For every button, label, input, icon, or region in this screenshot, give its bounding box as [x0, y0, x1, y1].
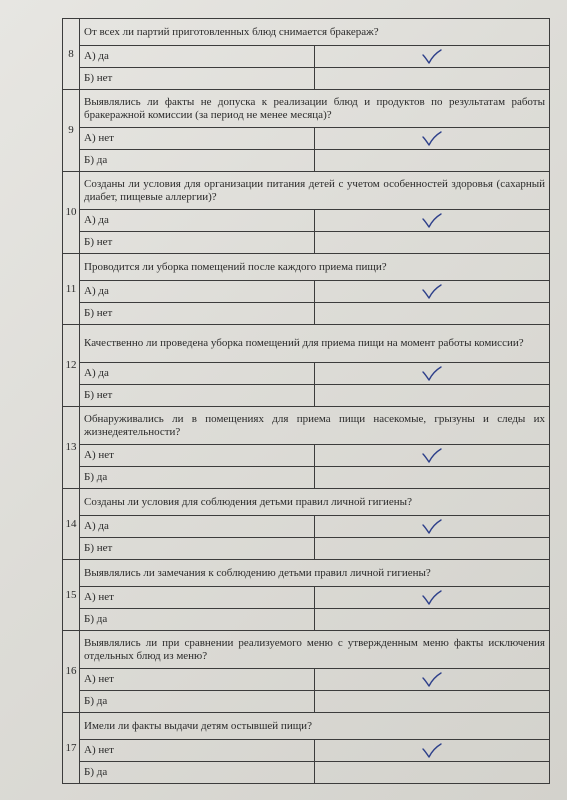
question-text: От всех ли партий приготовленных блюд снимается бракераж? — [80, 19, 550, 46]
answer-mark-cell[interactable] — [315, 128, 550, 150]
question-number: 14 — [63, 489, 80, 560]
handwritten-check-icon — [421, 284, 443, 300]
answer-row — [63, 609, 550, 631]
question-number: 15 — [63, 560, 80, 631]
answer-mark-cell[interactable] — [315, 587, 550, 609]
handwritten-check-icon — [421, 743, 443, 759]
question-number: 10 — [63, 172, 80, 254]
answer-option: Б) да — [80, 691, 315, 713]
answer-row — [63, 150, 550, 172]
handwritten-check-icon — [421, 131, 443, 147]
answer-option: А) нет — [80, 587, 315, 609]
question-row — [63, 325, 550, 363]
answer-row — [63, 538, 550, 560]
handwritten-check-icon — [421, 366, 443, 382]
answer-option: Б) нет — [80, 538, 315, 560]
answer-mark-cell[interactable] — [315, 46, 550, 68]
answer-option: А) нет — [80, 445, 315, 467]
answer-mark-cell[interactable] — [315, 609, 550, 631]
answer-mark-cell[interactable] — [315, 210, 550, 232]
answer-mark-cell[interactable] — [315, 669, 550, 691]
answer-mark-cell[interactable] — [315, 150, 550, 172]
question-text: Выявлялись ли факты не допуска к реализации блюд и продуктов по результатам работы бракеражной комиссии (за период не менее месяца)? — [80, 90, 550, 128]
answer-row — [63, 303, 550, 325]
question-row — [63, 560, 550, 587]
question-text: Имели ли факты выдачи детям остывшей пищи? — [80, 713, 550, 740]
question-text: Проводится ли уборка помещений после каждого приема пищи? — [80, 254, 550, 281]
question-number: 12 — [63, 325, 80, 407]
answer-option: Б) нет — [80, 68, 315, 90]
answer-option: А) нет — [80, 128, 315, 150]
answer-mark-cell[interactable] — [315, 363, 550, 385]
answer-mark-cell[interactable] — [315, 68, 550, 90]
answer-mark-cell[interactable] — [315, 445, 550, 467]
answer-row — [63, 740, 550, 762]
answer-mark-cell[interactable] — [315, 281, 550, 303]
answer-option: Б) нет — [80, 385, 315, 407]
question-number: 11 — [63, 254, 80, 325]
answer-option: А) нет — [80, 740, 315, 762]
answer-mark-cell[interactable] — [315, 385, 550, 407]
question-row — [63, 713, 550, 740]
answer-mark-cell[interactable] — [315, 303, 550, 325]
handwritten-check-icon — [421, 49, 443, 65]
answer-row — [63, 363, 550, 385]
answer-row — [63, 587, 550, 609]
handwritten-check-icon — [421, 519, 443, 535]
answer-row — [63, 46, 550, 68]
question-text: Качественно ли проведена уборка помещений для приема пищи на момент работы комиссии? — [80, 325, 550, 363]
answer-option: А) да — [80, 281, 315, 303]
answer-option: Б) да — [80, 762, 315, 784]
answer-row — [63, 385, 550, 407]
answer-row — [63, 691, 550, 713]
answer-row — [63, 128, 550, 150]
answer-option: Б) да — [80, 150, 315, 172]
answer-mark-cell[interactable] — [315, 516, 550, 538]
answer-row — [63, 467, 550, 489]
answer-mark-cell[interactable] — [315, 232, 550, 254]
answer-option: А) да — [80, 363, 315, 385]
question-text: Обнаруживались ли в помещениях для приема пищи насекомые, грызуны и следы их жизнедеятельности? — [80, 407, 550, 445]
question-row — [63, 90, 550, 128]
answer-option: А) да — [80, 210, 315, 232]
answer-option: А) да — [80, 516, 315, 538]
question-number: 8 — [63, 19, 80, 90]
question-number: 9 — [63, 90, 80, 172]
answer-row — [63, 669, 550, 691]
question-row — [63, 489, 550, 516]
question-text: Выявлялись ли замечания к соблюдению детьми правил личной гигиены? — [80, 560, 550, 587]
question-number: 17 — [63, 713, 80, 784]
handwritten-check-icon — [421, 672, 443, 688]
answer-row — [63, 445, 550, 467]
answer-option: А) нет — [80, 669, 315, 691]
answer-row — [63, 232, 550, 254]
answer-mark-cell[interactable] — [315, 467, 550, 489]
question-text: Созданы ли условия для соблюдения детьми правил личной гигиены? — [80, 489, 550, 516]
answer-mark-cell[interactable] — [315, 740, 550, 762]
handwritten-check-icon — [421, 590, 443, 606]
answer-mark-cell[interactable] — [315, 538, 550, 560]
answer-option: Б) нет — [80, 303, 315, 325]
question-number: 16 — [63, 631, 80, 713]
answer-mark-cell[interactable] — [315, 762, 550, 784]
answer-mark-cell[interactable] — [315, 691, 550, 713]
question-row — [63, 631, 550, 669]
question-number: 13 — [63, 407, 80, 489]
answer-option: Б) да — [80, 467, 315, 489]
answer-option: А) да — [80, 46, 315, 68]
answer-row — [63, 516, 550, 538]
checklist-table — [62, 18, 550, 784]
answer-row — [63, 762, 550, 784]
question-row — [63, 19, 550, 46]
question-text: Выявлялись ли при сравнении реализуемого меню с утвержденным меню факты исключения отдельных блюд из меню? — [80, 631, 550, 669]
handwritten-check-icon — [421, 213, 443, 229]
question-text: Созданы ли условия для организации питания детей с учетом особенностей здоровья (сахарный диабет, пищевые аллергии)? — [80, 172, 550, 210]
answer-row — [63, 281, 550, 303]
answer-row — [63, 68, 550, 90]
question-row — [63, 172, 550, 210]
answer-option: Б) да — [80, 609, 315, 631]
handwritten-check-icon — [421, 448, 443, 464]
question-row — [63, 407, 550, 445]
question-row — [63, 254, 550, 281]
answer-row — [63, 210, 550, 232]
answer-option: Б) нет — [80, 232, 315, 254]
